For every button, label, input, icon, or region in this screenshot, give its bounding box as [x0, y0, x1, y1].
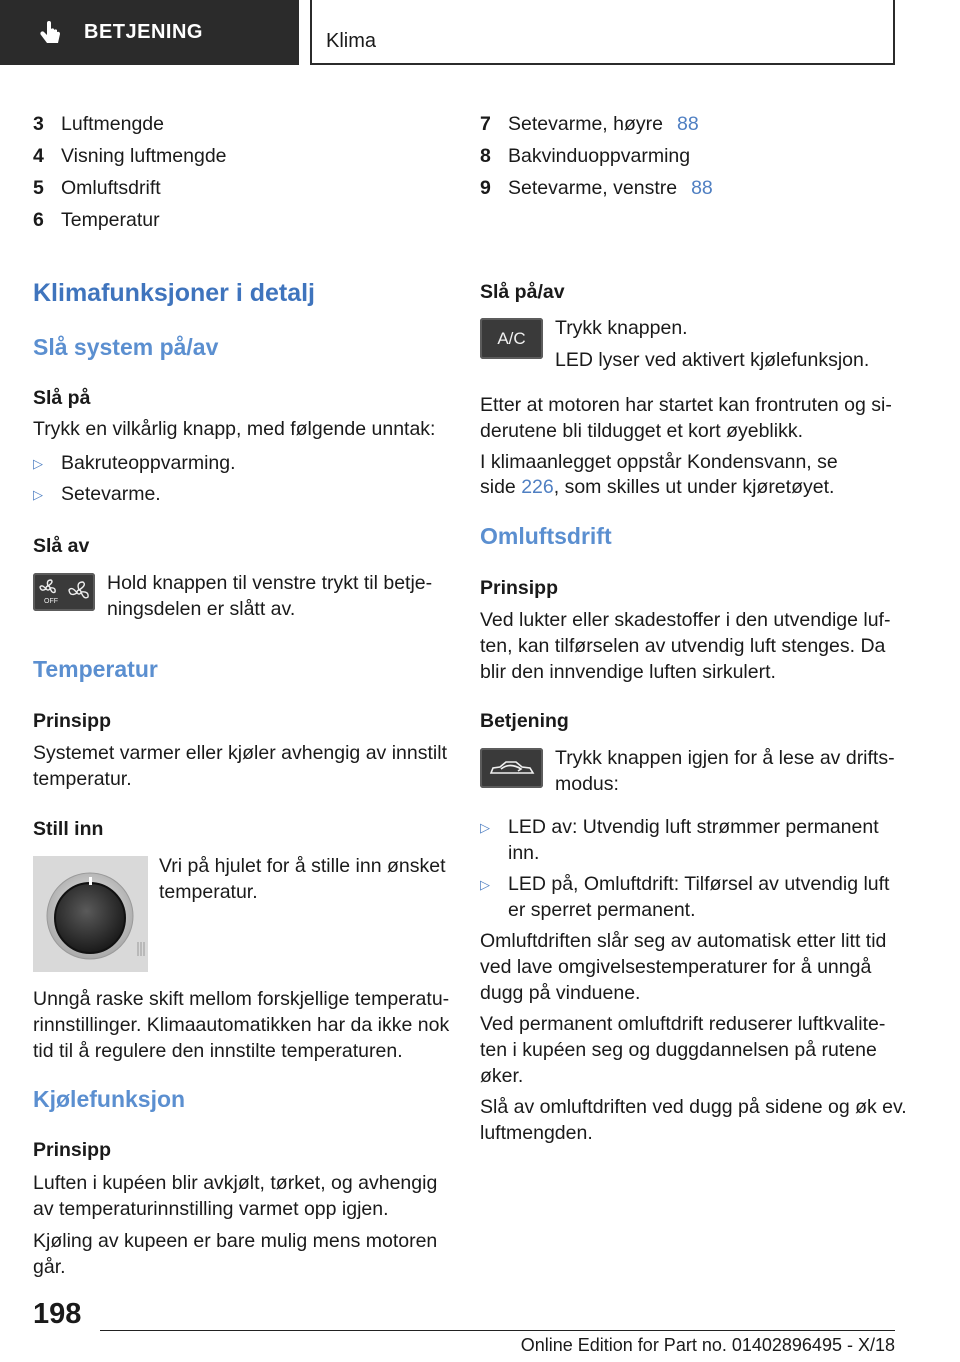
car-recirculation-icon [487, 757, 537, 779]
paragraph: Unngå raske skift mellom forskjellige temperatu- [33, 988, 450, 1010]
subheading-principle: Prinsipp [33, 710, 112, 732]
triangle-bullet-icon: ▷ [480, 877, 490, 892]
paragraph: Trykk knappen. [555, 317, 688, 339]
paragraph: rinnstillinger. Klimaautomatikken har da ikke nok [33, 1014, 450, 1036]
ac-button-image [480, 318, 543, 359]
paragraph: Kjøling av kupeen er bare mulig mens motoren [33, 1230, 438, 1252]
main-heading: Klimafunksjoner i detalj [33, 279, 316, 307]
section-tab [0, 0, 299, 65]
list-item: ▷ Bakruteoppvarming. [33, 450, 236, 477]
fan-icon [36, 577, 92, 607]
subheading-operation: Betjening [480, 710, 569, 732]
subheading-on: Slå på [33, 387, 91, 409]
legend-item: 7 Setevarme, høyre 88 [480, 108, 900, 140]
page-ref-link[interactable]: 88 [676, 113, 699, 135]
paragraph: Systemet varmer eller kjøler avhengig av innstilt [33, 742, 447, 764]
temperature-knob-image [33, 856, 148, 972]
subheading-off: Slå av [33, 535, 90, 557]
triangle-bullet-icon: ▷ [480, 820, 490, 835]
page-ref-link[interactable]: 226 [521, 476, 554, 498]
paragraph: LED lyser ved aktivert kjølefunksjon. [555, 349, 870, 371]
legend-item: 9 Setevarme, venstre 88 [480, 172, 900, 204]
paragraph: blir den innvendige luften sirkulert. [480, 661, 776, 683]
hand-pointer-icon [38, 20, 64, 46]
fan-off-button-image [33, 573, 95, 611]
chapter-title: Klima [326, 30, 377, 52]
paragraph: dugg på vinduene. [480, 982, 641, 1004]
triangle-bullet-icon: ▷ [33, 487, 43, 502]
page-number: 198 [33, 1298, 82, 1330]
legend-left [33, 108, 443, 236]
subheading-adjust: Still inn [33, 818, 104, 840]
triangle-bullet-icon: ▷ [33, 456, 43, 471]
paragraph: Ved permanent omluftdrift reduserer luftkvalite- [480, 1013, 886, 1035]
paragraph: øker. [480, 1065, 524, 1087]
paragraph: Hold knappen til venstre trykt til betje- [107, 572, 433, 594]
section-heading-cooling: Kjølefunksjon [33, 1086, 186, 1112]
list-item: ▷ LED av: Utvendig luft strømmer permanent inn. [480, 816, 879, 864]
section-heading-recirculation: Omluftsdrift [480, 523, 612, 549]
list-item: ▷ Setevarme. [33, 481, 161, 508]
subheading-principle: Prinsipp [480, 577, 559, 599]
page-ref-link[interactable]: 88 [691, 177, 713, 199]
paragraph: går. [33, 1256, 66, 1278]
paragraph: ten, kan tilførselen av utvendig luft stenges. Da [480, 635, 886, 657]
footer-edition: Online Edition for Part no. 01402896495 - X/18 [520, 1335, 895, 1355]
legend-item: 6 Temperatur [33, 209, 160, 231]
legend-item: 5 Omluftsdrift [33, 177, 161, 199]
paragraph: Omluftdriften slår seg av automatisk etter litt tid [480, 930, 887, 952]
section-heading-temperature: Temperatur [33, 656, 158, 682]
chapter-tab [310, 0, 895, 65]
paragraph: Trykk en vilkårlig knapp, med følgende unntak: [33, 418, 436, 440]
legend-item: 8 Bakvinduoppvarming [480, 145, 691, 167]
paragraph: Etter at motoren har startet kan frontruten og si- [480, 394, 892, 416]
paragraph: Vri på hjulet for å stille inn ønsket [159, 855, 446, 877]
section-heading-system: Slå system på/av [33, 334, 219, 360]
paragraph: Slå av omluftdriften ved dugg på sidene og øk ev. [480, 1096, 907, 1118]
ac-label: A/C [497, 328, 526, 348]
paragraph: I klimaanlegget oppstår Kondensvann, se [480, 451, 838, 473]
paragraph: temperatur. [33, 768, 132, 790]
list-item: ▷ LED på, Omluftdrift: Tilførsel av utvendig luft er sperret permanent. [480, 873, 890, 921]
section-title: BETJENING [84, 21, 203, 43]
paragraph: modus: [555, 773, 619, 795]
paragraph: temperatur. [159, 881, 258, 903]
paragraph: Ved lukter eller skadestoffer i den utvendige luf- [480, 609, 891, 631]
paragraph: derutene bli tildugget et kort øyeblikk. [480, 420, 804, 442]
paragraph: Luften i kupéen blir avkjølt, tørket, og avhengig [33, 1172, 438, 1194]
paragraph: av temperaturinnstilling varmet opp igjen. [33, 1198, 389, 1220]
paragraph: side 226, som skilles ut under kjøretøyet. [480, 476, 835, 498]
legend-item: 4 Visning luftmengde [33, 145, 227, 167]
paragraph: ten i kupéen seg og duggdannelsen på rutene [480, 1039, 877, 1061]
paragraph: Trykk knappen igjen for å lese av drifts- [555, 747, 895, 769]
legend-item: 3 Luftmengde [33, 113, 164, 135]
paragraph: tid til å regulere den innstilte temperaturen. [33, 1040, 403, 1062]
subheading-ac-onoff: Slå på/av [480, 281, 565, 303]
paragraph: ved lave omgivelsestemperaturer for å unngå [480, 956, 872, 978]
svg-text:OFF: OFF [44, 598, 58, 605]
temperature-dial-icon [33, 856, 148, 972]
legend-right [480, 108, 900, 204]
paragraph: luftmengden. [480, 1122, 593, 1144]
footer-divider [100, 1330, 895, 1331]
recirculation-button-image [480, 748, 543, 788]
paragraph: ningsdelen er slått av. [107, 598, 296, 620]
subheading-principle: Prinsipp [33, 1139, 112, 1161]
